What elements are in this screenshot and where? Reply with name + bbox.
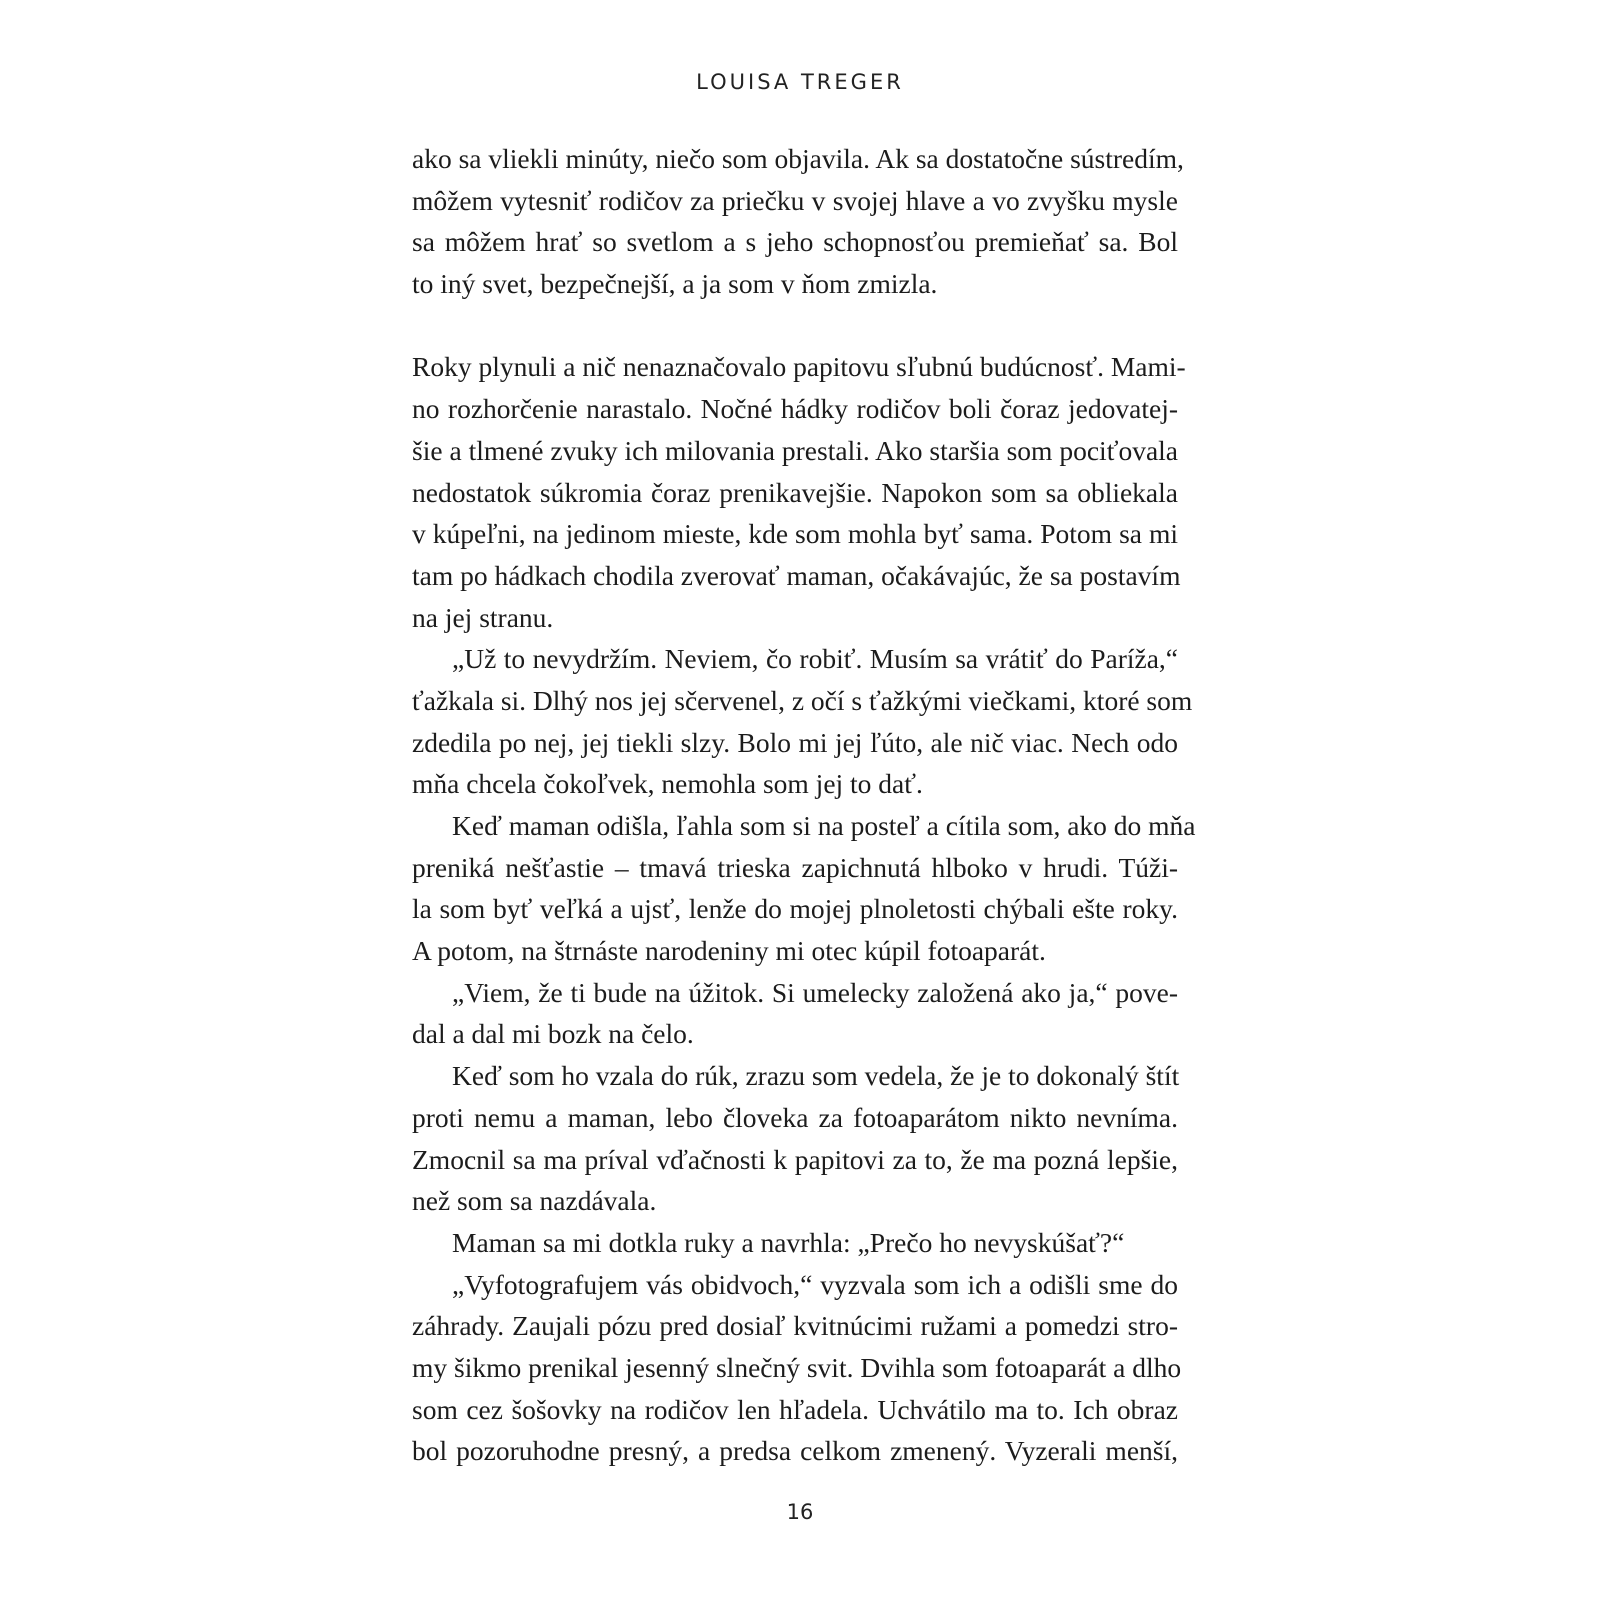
text-line: v kúpeľni, na jedinom mieste, kde som mohla byť sama. Potom sa mi xyxy=(412,518,1178,550)
text-line: zdedila po nej, jej tiekli slzy. Bolo mi jej ľúto, ale nič viac. Nech odo xyxy=(412,726,1178,758)
text-line: Zmocnil sa ma príval vďačnosti k papitovi za to, že ma pozná lepšie, xyxy=(412,1143,1178,1175)
text-line: než som sa nazdávala. xyxy=(412,1185,657,1217)
text-line: la som byť veľká a ujsť, lenže do mojej plnoletosti chýbali ešte roky. xyxy=(412,893,1178,925)
text-line: tam po hádkach chodila zverovať maman, očakávajúc, že sa postavím xyxy=(412,559,1181,591)
section-break xyxy=(412,305,1178,347)
text-line: „Vyfotografujem vás obidvoch,“ vyzvala som ich a odišli sme do xyxy=(452,1268,1178,1300)
text-line: nedostatok súkromia čoraz prenikavejšie. Napokon som sa obliekala xyxy=(412,476,1178,508)
text-line: my šikmo prenikal jesenný slnečný svit. Dvihla som fotoaparát a dlho xyxy=(412,1351,1182,1383)
text-line: ako sa vliekli minúty, niečo som objavila. Ak sa dostatočne sústredím, xyxy=(412,143,1184,174)
text-line: na jej stranu. xyxy=(412,601,554,633)
text-line: Roky plynuli a nič nenaznačovalo papitovu sľubnú budúcnosť. Mami- xyxy=(412,351,1186,383)
text-line: šie a tlmené zvuky ich milovania prestali. Ako staršia som pociťovala xyxy=(412,434,1178,466)
text-line: „Už to nevydržím. Neviem, čo robiť. Musím sa vrátiť do Paríža,“ xyxy=(452,643,1178,675)
page-number: 16 xyxy=(786,1500,814,1524)
text-line: „Viem, že ti bude na úžitok. Si umelecky založená ako ja,“ pove- xyxy=(452,976,1178,1008)
text-line: Keď som ho vzala do rúk, zrazu som vedela, že je to dokonalý štít xyxy=(452,1060,1180,1092)
text-line: Keď maman odišla, ľahla som si na posteľ a cítila som, ako do mňa xyxy=(452,810,1196,841)
text-line: A potom, na štrnáste narodeniny mi otec kúpil fotoaparát. xyxy=(412,935,1046,967)
text-line: ťažkala si. Dlhý nos jej sčervenel, z očí s ťažkými viečkami, ktoré som xyxy=(412,684,1193,716)
text-line: mňa chcela čokoľvek, nemohla som jej to dať. xyxy=(412,768,923,800)
text-line: záhrady. Zaujali pózu pred dosiaľ kvitnúcimi ružami a pomedzi stro- xyxy=(412,1310,1178,1342)
text-line: dal a dal mi bozk na čelo. xyxy=(412,1018,694,1050)
running-head: LOUISA TREGER xyxy=(696,70,904,94)
text-line: bol pozoruhodne presný, a predsa celkom zmenený. Vyzerali menší, xyxy=(412,1435,1178,1467)
text-line: no rozhorčenie narastalo. Nočné hádky rodičov boli čoraz jedovatej- xyxy=(412,393,1178,425)
text-line: Maman sa mi dotkla ruky a navrhla: „Prečo ho nevyskúšať?“ xyxy=(452,1226,1125,1258)
text-line: sa môžem hrať so svetlom a s jeho schopnosťou premieňať sa. Bol xyxy=(412,226,1178,258)
body-text xyxy=(412,138,1196,1472)
text-line: to iný svet, bezpečnejší, a ja som v ňom zmizla. xyxy=(412,268,938,300)
text-line: proti nemu a maman, lebo človeka za fotoaparátom nikto nevníma. xyxy=(412,1101,1178,1133)
text-line: som cez šošovky na rodičov len hľadela. Uchvátilo ma to. Ich obraz xyxy=(412,1393,1178,1425)
text-line: môžem vytesniť rodičov za priečku v svojej hlave a vo zvyšku mysle xyxy=(412,184,1178,216)
text-line: preniká nešťastie – tmavá trieska zapichnutá hlboko v hrudi. Túži- xyxy=(412,851,1178,883)
